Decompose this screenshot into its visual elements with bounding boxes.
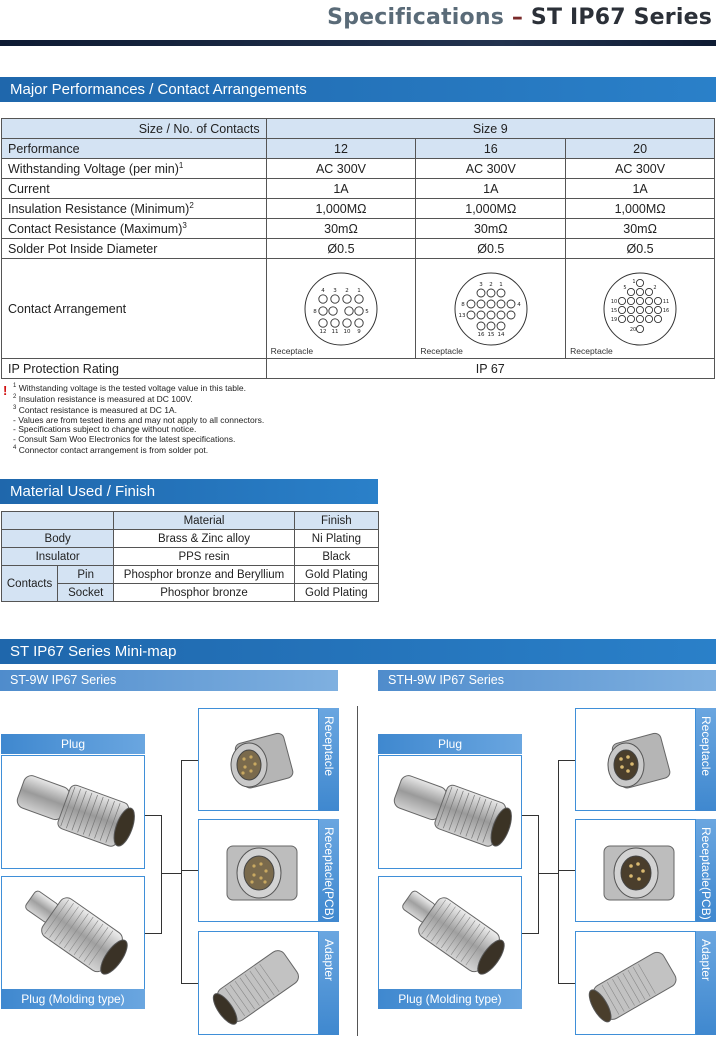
note-line: $^2$ Insulation resistance is measured at DC 100V. [13, 394, 193, 405]
column-header: 20 [566, 139, 715, 159]
connector-line [181, 870, 198, 871]
row-label: Insulation Resistance (Minimum) [8, 202, 190, 217]
row-sup: 3 [182, 220, 187, 230]
row-label: Body [2, 530, 114, 548]
performance-section-title: Major Performances / Contact Arrangements [0, 77, 716, 102]
row-label: Solder Pot Inside Diameter [8, 241, 158, 256]
pin-label: 4 [517, 302, 521, 308]
page-title [327, 5, 712, 30]
note-warning-icon: ! [3, 383, 8, 398]
cell-value: Phosphor bronze [114, 584, 294, 602]
page-header [0, 0, 716, 46]
adapter-connector-icon [576, 932, 696, 1035]
table-row [2, 584, 379, 602]
adapter-side-label: Adapter [696, 931, 716, 1035]
connector-line [145, 815, 161, 816]
plug-label: Plug [1, 734, 145, 754]
pin-label: 13 [458, 313, 466, 319]
receptacle-label: Receptacle [270, 346, 314, 356]
plug-molding-photo [378, 876, 522, 990]
plug-connector-icon [2, 756, 145, 869]
note-line: $^4$ Connector contact arrangement is from solder pot. [13, 444, 209, 455]
connector-line [558, 983, 575, 984]
title-series: ST IP67 Series [530, 5, 712, 30]
ip-label: IP Protection Rating [2, 359, 267, 379]
table-row [2, 199, 715, 219]
note-line: - Consult Sam Woo Electronics for the latest specifications. [13, 433, 236, 444]
cell-value: Gold Plating [294, 566, 378, 584]
adapter-photo [198, 931, 319, 1035]
row-label: Contacts [2, 566, 58, 602]
size-value: Size 9 [266, 119, 714, 139]
pin-label: 5 [623, 285, 627, 291]
connector-line [161, 873, 181, 874]
connector-line [161, 815, 162, 934]
connector-line [181, 760, 198, 761]
cell-value: 30mΩ [266, 219, 416, 239]
pin-label: 2 [489, 282, 493, 288]
contact-diagram-16 [416, 259, 566, 359]
column-header: 16 [416, 139, 566, 159]
table-row [2, 566, 379, 584]
pin-label: 3 [479, 282, 483, 288]
pin-label: 11 [662, 299, 670, 305]
pin-label: 16 [662, 308, 670, 314]
plug-molding-label: Plug (Molding type) [1, 989, 145, 1009]
receptacle-label: Receptacle [570, 346, 613, 356]
cell-value: 1A [566, 179, 715, 199]
adapter-side-label: Adapter [319, 931, 339, 1035]
row-label: Insulator [2, 548, 114, 566]
note-line: - Values are from tested items and may not apply to all connectors. [13, 414, 265, 425]
plug-molding-label: Plug (Molding type) [378, 989, 522, 1009]
receptacle-pcb-side-label: Receptacle(PCB) [319, 819, 339, 922]
header-rule [0, 40, 716, 46]
contact-diagram-20 [566, 259, 715, 359]
cell-value: Phosphor bronze and Beryllium [114, 566, 294, 584]
adapter-photo [575, 931, 696, 1035]
pin-label: 20 [629, 327, 637, 333]
table-row [2, 259, 715, 359]
receptacle-connector-icon [576, 709, 696, 811]
plug-molding-connector-icon [379, 877, 522, 990]
plug-photo [378, 755, 522, 869]
row-label: Socket [58, 584, 114, 602]
receptacle-connector-icon [199, 709, 319, 811]
cell-value: 1A [266, 179, 416, 199]
table-row [2, 239, 715, 259]
cell-value: PPS resin [114, 548, 294, 566]
table-row [2, 159, 715, 179]
series-divider [357, 706, 358, 1036]
cell-value: 1,000MΩ [416, 199, 566, 219]
pin-label: 1 [499, 282, 503, 288]
cell-value: Gold Plating [294, 584, 378, 602]
cell-value: AC 300V [266, 159, 416, 179]
adapter-connector-icon [199, 932, 319, 1035]
table-row [2, 359, 715, 379]
row-label: Pin [58, 566, 114, 584]
note-line: - Specifications subject to change without notice. [13, 424, 197, 435]
connector-line [558, 870, 575, 871]
pin-label: 2 [653, 285, 657, 291]
plug-molding-connector-icon [2, 877, 145, 990]
contact-arrangement-16-icon [451, 269, 531, 349]
finish-header: Finish [294, 512, 378, 530]
cell-value: Ni Plating [294, 530, 378, 548]
row-label: Contact Resistance (Maximum) [8, 222, 183, 237]
pin-label: 10 [610, 299, 618, 305]
connector-line [558, 760, 575, 761]
table-row [2, 530, 379, 548]
contact-arrangement-label: Contact Arrangement [2, 259, 267, 359]
pin-label: 1 [632, 279, 636, 285]
plug-photo [1, 755, 145, 869]
pin-label: 5 [365, 309, 369, 315]
contact-diagram-12 [266, 259, 416, 359]
contact-arrangement-12-icon [301, 269, 381, 349]
cell-value: AC 300V [416, 159, 566, 179]
connector-line [538, 815, 539, 934]
cell-value: 30mΩ [566, 219, 715, 239]
receptacle-pcb-connector-icon [576, 820, 696, 922]
pin-label: 4 [321, 288, 325, 294]
receptacle-side-label: Receptacle [319, 708, 339, 811]
row-sup: 1 [178, 160, 184, 170]
column-header: 12 [266, 139, 416, 159]
pin-label: 2 [345, 288, 349, 294]
cell-value: 30mΩ [416, 219, 566, 239]
receptacle-photo [198, 708, 319, 811]
pin-label: 14 [497, 332, 505, 338]
title-dash: – [504, 5, 531, 30]
receptacle-photo [575, 708, 696, 811]
row-label: Withstanding Voltage (per min) [8, 162, 179, 177]
right-series-title: STH-9W IP67 Series [378, 670, 716, 691]
pin-label: 9 [357, 329, 361, 335]
receptacle-label: Receptacle [420, 346, 463, 356]
note-line: $^1$ Withstanding voltage is the tested voltage value in this table. [13, 382, 246, 393]
minimap-section-title: ST IP67 Series Mini-map [0, 639, 716, 664]
ip-value: IP 67 [266, 359, 714, 379]
receptacle-side-label: Receptacle [696, 708, 716, 811]
cell-value: 1,000MΩ [266, 199, 416, 219]
pin-label: 11 [331, 329, 339, 335]
pin-label: 16 [477, 332, 485, 338]
cell-value: Ø0.5 [266, 239, 416, 259]
notes [13, 382, 264, 455]
pin-label: 15 [610, 308, 618, 314]
cell-value: 1,000MΩ [566, 199, 715, 219]
connector-line [522, 815, 538, 816]
pin-label: 1 [357, 288, 361, 294]
pin-label: 8 [313, 309, 317, 315]
connector-line [558, 760, 559, 983]
pin-label: 8 [461, 302, 465, 308]
row-sup: 2 [189, 200, 194, 210]
table-row [2, 179, 715, 199]
cell-value: AC 300V [566, 159, 715, 179]
connector-line [181, 983, 198, 984]
plug-molding-photo [1, 876, 145, 990]
material-section-title: Material Used / Finish [0, 479, 378, 504]
pin-label: 10 [343, 329, 351, 335]
cell-value: 1A [416, 179, 566, 199]
row-label: Current [8, 181, 50, 196]
material-header: Material [114, 512, 294, 530]
receptacle-pcb-side-label: Receptacle(PCB) [696, 819, 716, 922]
pin-label: 12 [319, 329, 327, 335]
connector-line [522, 933, 538, 934]
pin-label: 19 [610, 317, 618, 323]
receptacle-pcb-photo [575, 819, 696, 922]
connector-line [538, 873, 558, 874]
connector-line [181, 760, 182, 983]
performance-table [1, 118, 715, 379]
size-header: Size / No. of Contacts [2, 119, 267, 139]
note-line: $^3$ Contact resistance is measured at DC 1A. [13, 405, 177, 416]
pin-label: 3 [333, 288, 337, 294]
cell-value: Black [294, 548, 378, 566]
material-table [1, 511, 379, 602]
plug-connector-icon [379, 756, 522, 869]
left-series-title: ST-9W IP67 Series [0, 670, 338, 691]
cell-value: Ø0.5 [416, 239, 566, 259]
table-row [2, 548, 379, 566]
cell-value: Ø0.5 [566, 239, 715, 259]
cell-value: Brass & Zinc alloy [114, 530, 294, 548]
pin-label: 15 [487, 332, 495, 338]
title-spec: Specifications [327, 5, 504, 30]
performance-label: Performance [2, 139, 267, 159]
receptacle-pcb-connector-icon [199, 820, 319, 922]
contact-arrangement-20-icon [600, 269, 680, 349]
table-row [2, 219, 715, 239]
receptacle-pcb-photo [198, 819, 319, 922]
connector-line [145, 933, 161, 934]
plug-label: Plug [378, 734, 522, 754]
